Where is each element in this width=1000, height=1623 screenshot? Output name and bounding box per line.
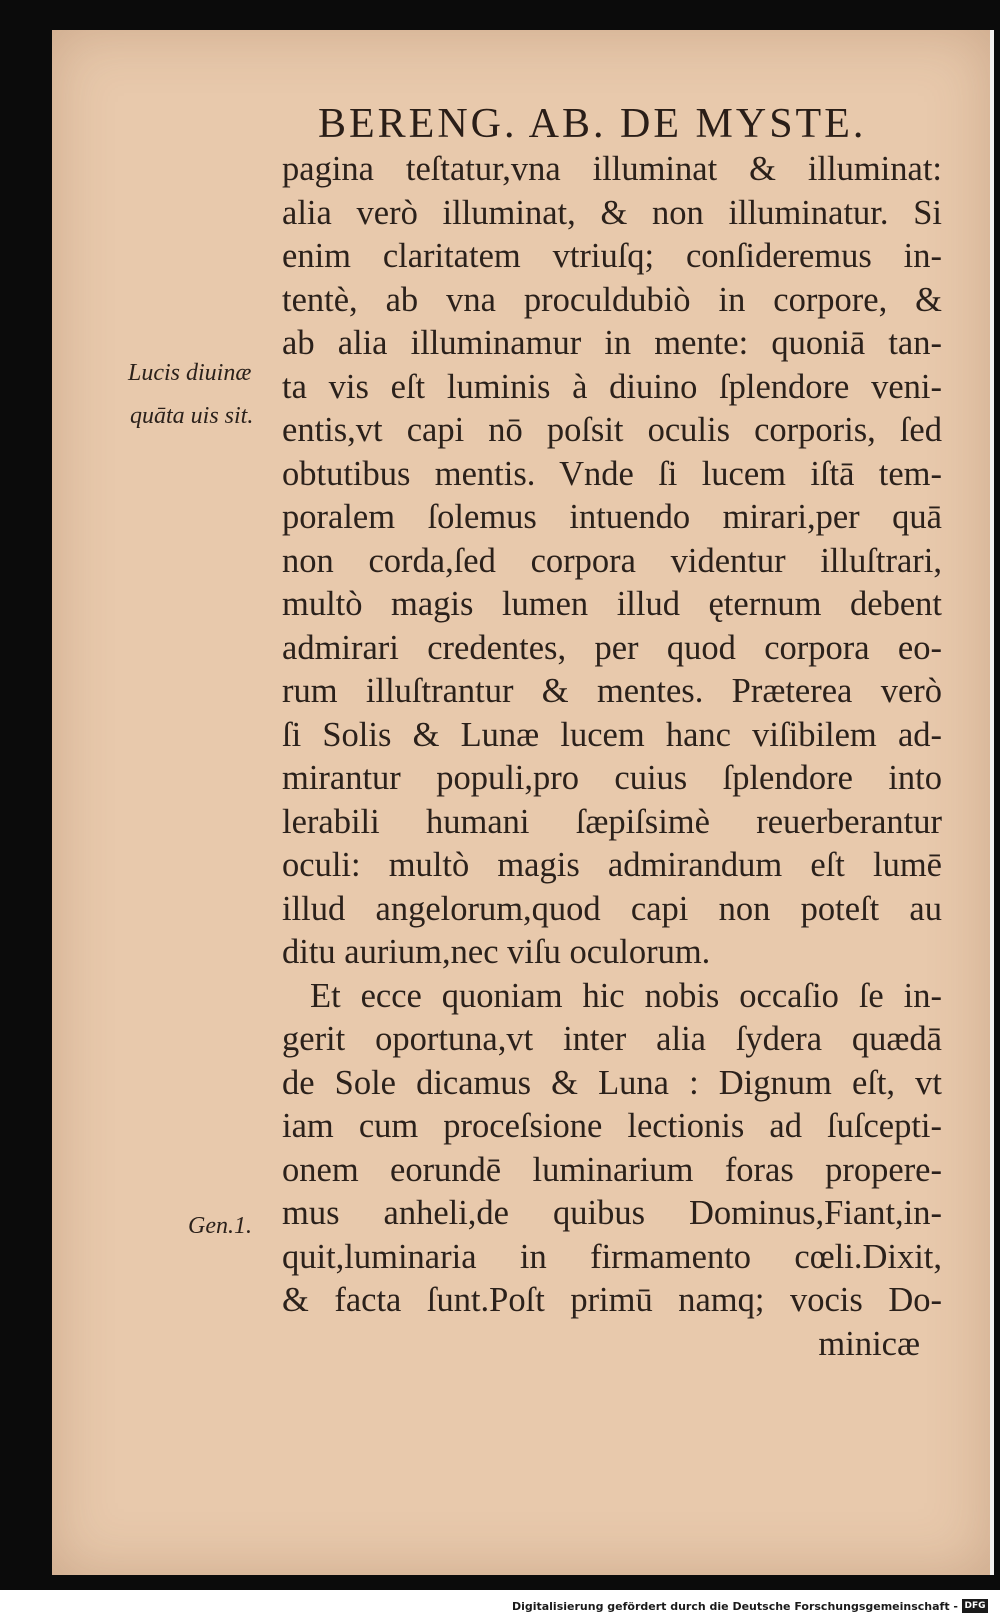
text-line: ſi Solis & Lunæ lucem hanc viſibilem ad- xyxy=(282,715,942,754)
text-line: mus anheli,de quibus Dominus,Fiant,in- xyxy=(282,1194,942,1232)
text-line: enim claritatem vtriuſq; conſideremus in- xyxy=(282,237,942,275)
text-line: de Sole dicamus & Luna : Dignum eſt, vt xyxy=(282,1063,942,1102)
text-line: & facta ſunt.Poſt primū namq; vocis Do- xyxy=(282,1281,942,1319)
text-line: non corda,ſed corpora videntur illuſtrari, xyxy=(282,541,942,580)
text-line: ab alia illuminamur in mente: quoniā tan- xyxy=(282,324,942,362)
text-line: Et ecce quoniam hic nobis occaſio ſe in- xyxy=(310,976,942,1015)
body-text xyxy=(282,148,942,1366)
text-line: rum illuſtrantur & mentes. Præterea verò xyxy=(282,672,942,710)
text-line: lerabili humani ſæpiſsimè reuerberantur xyxy=(282,802,942,841)
dfg-logo: DFG xyxy=(962,1599,988,1613)
text-line: quit,luminaria in firmamento cœli.Dixit, xyxy=(282,1237,942,1276)
text-line: illud angelorum,quod capi non poteſt au xyxy=(282,889,942,928)
text-line: onem eorundē luminarium foras propere- xyxy=(282,1150,942,1189)
text-line: mirantur populi,pro cuius ſplendore into xyxy=(282,759,942,797)
text-line: ditu aurium,nec viſu oculorum. xyxy=(282,933,711,971)
text-line: alia verò illuminat, & non illuminatur. Si xyxy=(282,193,942,232)
text-line: ta vis eſt luminis à diuino ſplendore veni- xyxy=(282,367,942,406)
margin-note-3: Gen.1. xyxy=(188,1213,252,1239)
text-line: gerit oportuna,vt inter alia ſydera quædā xyxy=(282,1020,942,1058)
text-line: oculi: multò magis admirandum eſt lumē xyxy=(282,846,942,884)
text-line: tentè, ab vna proculdubiò in corpore, & xyxy=(282,280,942,319)
text-line: entis,vt capi nō poſsit oculis corporis, ſed xyxy=(282,411,942,449)
text-line: multò magis lumen illud ęternum debent xyxy=(282,585,942,623)
running-header: BERENG. AB. DE MYSTE. xyxy=(318,101,867,147)
text-line: iam cum proceſsione lectionis ad ſuſcepti- xyxy=(282,1107,942,1145)
margin-note-1: Lucis diuinæ xyxy=(128,360,252,386)
funding-credit: Digitalisierung gefördert durch die Deutsche Forschungsgemeinschaft - xyxy=(511,1600,958,1613)
text-line: pagina teſtatur,vna illuminat & illuminat: xyxy=(282,150,942,188)
text-line: admirari credentes, per quod corpora eo- xyxy=(282,628,942,667)
text-line: obtutibus mentis. Vnde ſi lucem iſtā tem- xyxy=(282,454,942,493)
catchword: minicæ xyxy=(818,1324,920,1363)
text-line: poralem ſolemus intuendo mirari,per quā xyxy=(282,498,942,536)
margin-note-2: quāta uis sit. xyxy=(130,403,254,429)
